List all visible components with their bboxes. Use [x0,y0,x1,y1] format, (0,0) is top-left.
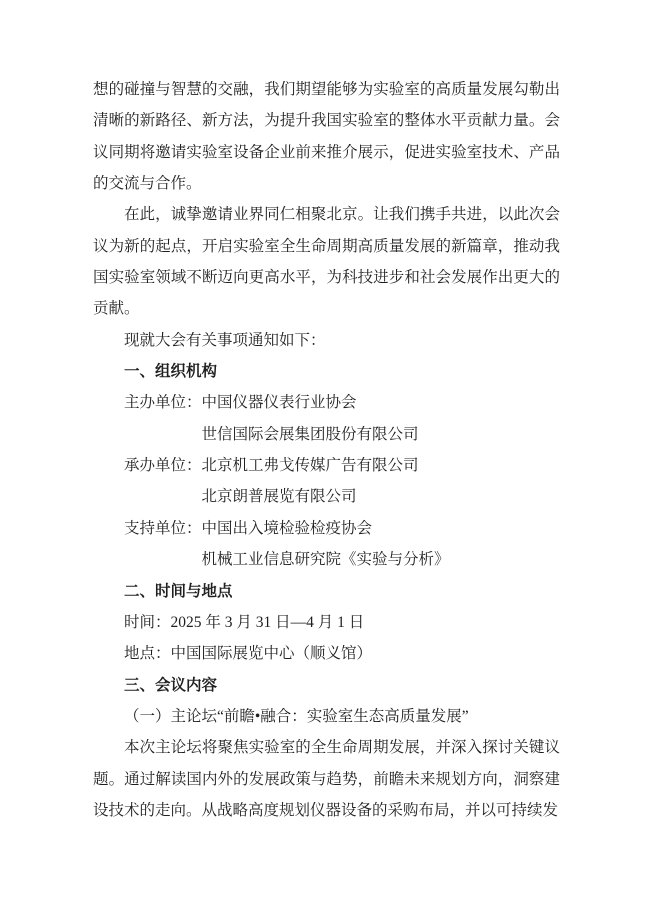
organizer-name: 中国仪器仪表行业协会 [201,394,357,412]
forum-title: （一）主论坛“前瞻•融合：实验室生态高质量发展” [124,707,469,725]
forum-description: 本次主论坛将聚焦实验室的全生命周期发展，并深入探讨关键议题。通过解读国内外的发展政策与趋势，前瞻未来规划方向，洞察建设技术的走向。从战略高度规划仪器设备的采购布局，并以可持续发 [93,739,560,819]
organizer-row-undertaker-2 [93,481,560,512]
section-heading-agenda: 三、会议内容 [124,676,218,694]
section-heading-time-place: 二、时间与地点 [124,582,233,600]
venue-line [93,638,560,669]
venue-value: 中国国际展览中心（顺义馆） [170,645,373,663]
time-value: 2025 年 3 月 31 日—4 月 1 日 [170,613,365,631]
organizer-row-supporter [93,513,560,544]
paragraph-invitation: 在此，诚挚邀请业界同仁相聚北京。让我们携手共进，以此次会议为新的起点，开启实验室全生命周期高质量发展的新篇章，推动我国实验室领域不断迈向更高水平，为科技进步和社会发展作出更大的贡献。 [93,206,560,318]
organizer-row-undertaker [93,450,560,481]
section-heading-organization: 一、组织机构 [124,363,218,381]
paragraph-continuation: 想的碰撞与智慧的交融，我们期望能够为实验室的高质量发展勾勒出清晰的新路径、新方法，为提升我国实验室的整体水平贡献力量。会议同期将邀请实验室设备企业前来推介展示，促进实验室技术、产品的交流与合作。 [93,81,560,193]
organizer-name: 世信国际会展集团股份有限公司 [201,425,419,443]
organizer-name: 机械工业信息研究院《实验与分析》 [201,551,450,569]
organizer-row-supporter-2 [93,544,560,575]
time-line [93,607,560,638]
organizer-name: 北京机工弗戈传媒广告有限公司 [201,457,419,475]
organizer-name: 中国出入境检验检疫协会 [201,519,373,537]
organizer-row-host [93,387,560,418]
organizer-label: 承办单位： [124,457,202,475]
time-label: 时间： [124,613,171,631]
paragraph-notice-intro: 现就大会有关事项通知如下： [124,331,326,349]
document-content [93,74,560,826]
venue-label: 地点： [124,645,171,663]
organizer-name: 北京朗普展览有限公司 [201,488,357,506]
organizer-label: 支持单位： [124,519,202,537]
organizer-row-host-2 [93,419,560,450]
organizer-label: 主办单位： [124,394,202,412]
